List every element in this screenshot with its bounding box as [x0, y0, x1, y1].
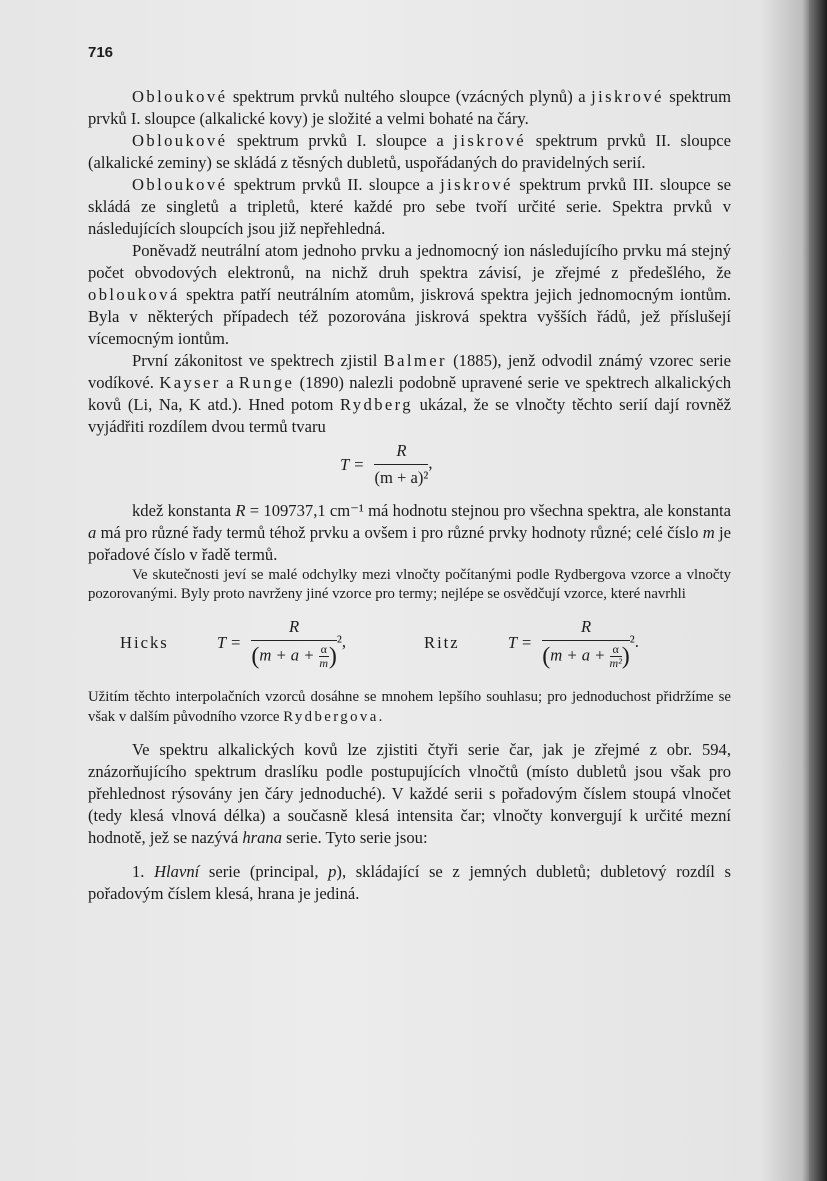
- formula-numerator: R: [542, 616, 630, 641]
- spaced-term: jiskrové: [453, 131, 527, 150]
- page-number: 716: [88, 44, 114, 61]
- symbol-r: R: [235, 501, 246, 520]
- text-run: Užitím těchto interpolačních vzorců dosáhne se mnohem lepšího souhlasu; pro jednoduchost přidržíme se však v dalším původního vzorce: [88, 689, 731, 725]
- author-balmer: Balmer: [383, 351, 447, 370]
- inner-left: m + a +: [550, 645, 606, 665]
- interpolation-formulas: [88, 610, 731, 684]
- text-run: kdež konstanta: [132, 501, 236, 520]
- spaced-term: oblouková: [88, 285, 180, 304]
- author-rydberg: Rydberg: [340, 395, 413, 414]
- author-runge: Runge: [238, 373, 295, 392]
- inner-numerator: α: [610, 643, 622, 657]
- formula-numerator: R: [374, 440, 428, 465]
- formula-trail: ²,: [336, 632, 347, 652]
- text-run: spektra patří neutrálním atomům, jiskrová spektra jejich jednomocným iontům. Byla v některých případech též pozorována jiskrová spektra vyšších řádů, jež příslušejí vícemocným iontům.: [88, 285, 731, 348]
- text-run: serie (principal,: [199, 861, 329, 881]
- formula-lhs: T =: [507, 633, 533, 653]
- text-run: (1885), jenž odvodil známý vzorec serie vodíkové.: [88, 351, 732, 392]
- formula-name-hicks: Hicks: [120, 633, 169, 653]
- text-run: (1890) nalezli podobně upravené serie ve spektrech alkalických kovů (Li, Na, K atd.). Hned potom: [88, 373, 731, 414]
- rydberg-formula: [88, 440, 731, 500]
- text-run: = 109737,1 cm⁻¹ má hodnotu stejnou pro všechna spektra, ale konstanta: [245, 501, 732, 520]
- text-run: 1.: [132, 861, 155, 881]
- paragraph-constant: [88, 500, 731, 566]
- formula-lhs: T =: [340, 454, 365, 474]
- spaced-term: Obloukové: [132, 175, 228, 194]
- body-text: [88, 86, 731, 905]
- hicks-formula: [120, 616, 346, 670]
- text-run: spektrum prvků nultého sloupce (vzácných plynů) a: [227, 87, 592, 106]
- paragraph-principal-series: [88, 861, 731, 905]
- text-run: ), skládající se z jemných dubletů; dubletový rozdíl s pořadovým číslem klesá, hrana je jediná.: [88, 861, 731, 903]
- text-run: ukázal, že se vlnočty těchto serií dají rovněž vyjádřiti rozdílem dvou termů tvaru: [88, 395, 731, 436]
- paragraph-neutral-atom: [88, 240, 731, 350]
- text-run: spektrum prvků II. sloupce (alkalické zeminy) se skládá z těsných dubletů, uspořádaných do pravidelných serií.: [88, 131, 732, 172]
- paragraph-arc-spectrum-1: [88, 130, 731, 174]
- formula-fraction: [542, 616, 630, 670]
- symbol-a: a: [88, 523, 97, 542]
- text-run: spektrum prvků I. sloupce a: [227, 131, 454, 150]
- term-hlavni: Hlavní: [154, 861, 200, 881]
- paragraph-interpolation: [88, 688, 731, 726]
- formula-trail: ².: [629, 632, 639, 652]
- inner-fraction: [319, 643, 329, 670]
- formula-numerator: R: [251, 616, 337, 641]
- paragraph-arc-spectrum-2: [88, 174, 731, 240]
- text-run: spektrum prvků I. sloupce (alkalické kovy) je složité a velmi bohaté na čáry.: [88, 87, 731, 128]
- text-run: Ve spektru alkalických kovů lze zjistiti čtyři serie čar, jak je zřejmé z obr. 594, znázorňujícího spektrum draslíku podle postupujících vlnočtů (místo dubletů jsou však pro přehlednost rýsovány jen čáry jednoduché). V každé serii s pořadovým číslem stoupá vlnočet (tedy klesá vlnová délka) a současně klesá intensita čar; vlnočty konvergují k určité mezní hodnotě, jež se nazývá: [88, 739, 731, 847]
- text-run: spektrum prvků II. sloupce a: [227, 175, 441, 194]
- spaced-term: Obloukové: [132, 87, 228, 106]
- symbol-m: m: [702, 523, 715, 542]
- inner-numerator: α: [320, 642, 327, 657]
- inner-denominator: m²: [609, 656, 622, 671]
- spaced-term: jiskrové: [591, 87, 664, 106]
- text-run: a: [220, 373, 239, 392]
- paragraph-balmer: [88, 350, 731, 438]
- spaced-term: jiskrové: [440, 175, 513, 194]
- text-run: Poněvadž neutrální atom jednoho prvku a jednomocný ion následujícího prvku má stejný počet obvodových elektronů, na nichž druh spektra závisí, je zřejmé z předešlého, že: [88, 241, 731, 282]
- inner-denominator: m: [319, 656, 329, 671]
- formula-denominator: (m + a + $\frac{\alpha}{m}$ ): [251, 642, 337, 671]
- text-run: spektrum prvků III. sloupce se skládá ze singletů a tripletů, které každé pro sebe tvoří určité serie. Spektra prvků v následujících sloupcích jsou již nepřehledná.: [88, 175, 731, 238]
- text-run: serie. Tyto serie jsou:: [282, 827, 428, 847]
- formula-trail: ,: [428, 453, 433, 473]
- paragraph-deviations: Ve skutečnosti jeví se malé odchylky mezi vlnočty počítanými podle Rydbergova vzorce a vlnočty pozorovanými. Byly proto navrženy jiné vzorce pro termy; nejlépe se osvědčují vzorce, které navrhli: [88, 567, 731, 603]
- inner-fraction: [610, 643, 622, 670]
- inner-left: m + a +: [259, 645, 315, 665]
- formula-name-ritz: Ritz: [424, 633, 460, 653]
- formula-denominator: (m + a)²: [374, 468, 429, 487]
- formula-fraction: [374, 440, 428, 489]
- book-spine-shadow: [809, 0, 827, 1181]
- spaced-term: Rydbergova: [283, 708, 379, 725]
- paragraph-alkali-series: [88, 739, 731, 849]
- text-run: má pro různé řady termů téhož prvku a ovšem i pro různé prvky hodnoty různé; celé číslo: [96, 523, 703, 542]
- text-run: První zákonitost ve spektrech zjistil: [132, 351, 384, 370]
- term-hrana: hrana: [242, 827, 283, 847]
- formula-fraction: [251, 616, 337, 670]
- text-run: .: [378, 708, 383, 725]
- symbol-p: p: [328, 861, 337, 881]
- paragraph-arc-spectrum-0: [88, 86, 731, 130]
- text-run: je pořadové číslo v řadě termů.: [88, 523, 731, 564]
- formula-denominator: (m + a + $\frac{\alpha}{\text{m²}}$ ): [542, 642, 630, 671]
- author-kayser: Kayser: [159, 373, 221, 392]
- formula-lhs: T =: [216, 633, 242, 653]
- ritz-formula: [424, 616, 639, 670]
- spaced-term: Obloukové: [132, 131, 228, 150]
